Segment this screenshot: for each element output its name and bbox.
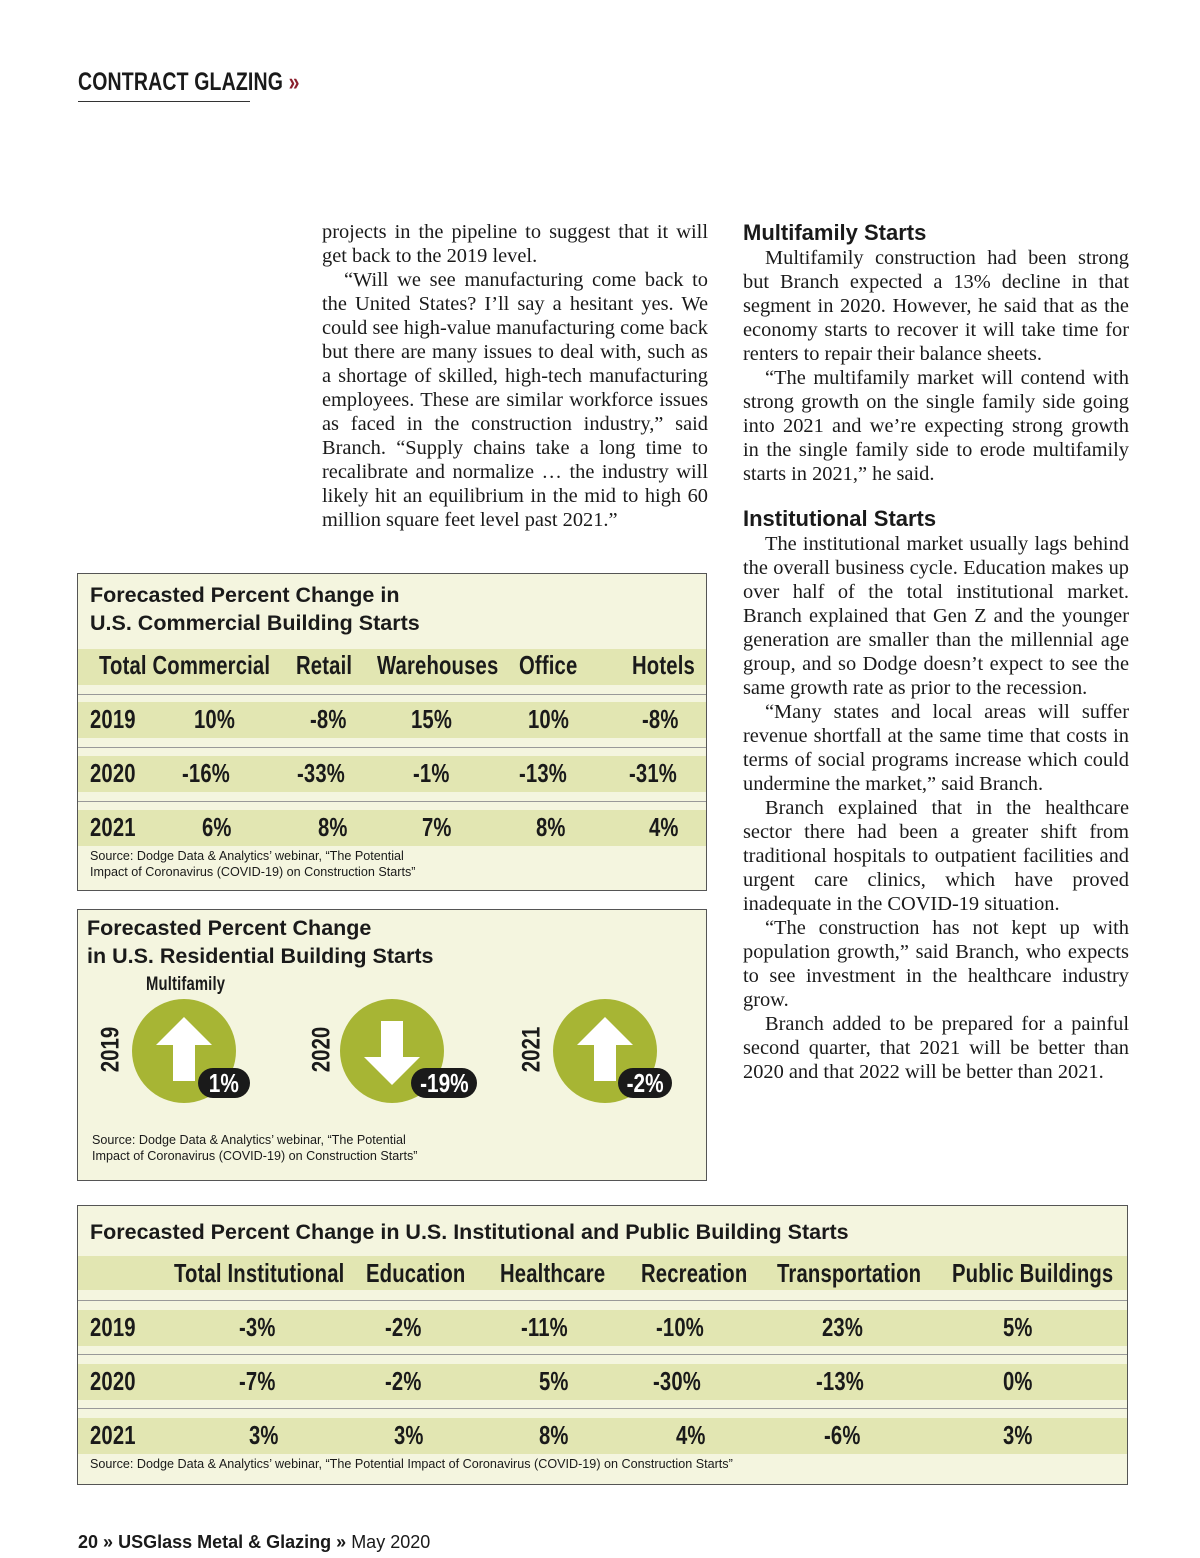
subheading-institutional: Institutional Starts	[743, 506, 937, 531]
multifamily-label: Multifamily	[146, 974, 226, 995]
table-cell: -8%	[642, 704, 679, 734]
table-cell: 3%	[249, 1420, 279, 1450]
column-header: Transportation	[777, 1258, 922, 1288]
table-cell: 6%	[202, 812, 232, 842]
table-cell: 8%	[539, 1420, 569, 1450]
title-line: Forecasted Percent Change in	[90, 583, 400, 607]
paragraph: Branch explained that in the healthcare sector there had been a greater shift from traditional hospitals to outpatient facilities and urgent care clinics, which have proved inadequate in the COVID-19 situation.	[743, 797, 1129, 915]
row-band	[78, 1418, 1127, 1454]
column-header: Retail	[296, 650, 353, 680]
source-line: Source: Dodge Data & Analytics’ webinar, “The Potential	[92, 1133, 406, 1147]
institutional-starts-table	[77, 1205, 1128, 1485]
table-cell: 5%	[1003, 1312, 1033, 1342]
table-cell: -16%	[182, 758, 230, 788]
title-line: U.S. Commercial Building Starts	[90, 611, 420, 635]
article-column-middle	[322, 220, 708, 532]
table-cell: 5%	[539, 1366, 569, 1396]
table-cell: 3%	[1003, 1420, 1033, 1450]
table-cell: -30%	[653, 1366, 701, 1396]
table-cell: 4%	[649, 812, 679, 842]
divider	[78, 747, 706, 748]
value-badge	[198, 1068, 250, 1098]
paragraph: “Will we see manufacturing come back to the United States? I’ll say a hesitant yes. We could see high-value manufacturing come back but there are many issues to deal with, such as a shortage of skilled, high-tech manufacturing employees. These are similar workforce issues as faced in the construction industry,” said Branch. “Supply chains take a long time to recalibrate and normalize … the industry will likely hit an equilibrium in the mid to high 60 million square feet level past 2021.”	[322, 269, 708, 531]
table-cell: 23%	[822, 1312, 864, 1342]
column-header: Hotels	[632, 650, 695, 680]
chevron-right-icon: »	[288, 68, 300, 96]
page-footer	[78, 1532, 430, 1553]
section-label	[78, 68, 300, 97]
paragraph: projects in the pipeline to suggest that it will get back to the 2019 level.	[322, 221, 708, 267]
table-cell: -2%	[385, 1366, 422, 1396]
divider	[78, 1408, 1127, 1409]
table-cell: -2%	[385, 1312, 422, 1342]
table-cell: 4%	[676, 1420, 706, 1450]
table-cell: -11%	[521, 1312, 568, 1342]
row-band	[78, 810, 706, 846]
column-header: Recreation	[641, 1258, 748, 1288]
table-cell: -3%	[239, 1312, 276, 1342]
magazine-name: USGlass Metal & Glazing	[118, 1532, 332, 1552]
table-cell: 3%	[394, 1420, 424, 1450]
badge-value: 1%	[208, 1068, 240, 1098]
table-cell: -1%	[413, 758, 450, 788]
row-band	[78, 1364, 1127, 1400]
paragraph: Multifamily construction had been strong but Branch expected a 13% decline in that segment in 2020. However, he said that as the economy starts to recover it will take time for renters to repair their balance sheets.	[743, 247, 1129, 365]
table-cell: 8%	[318, 812, 348, 842]
page-number: 20	[78, 1532, 99, 1552]
row-year: 2020	[90, 758, 136, 788]
chevron-right-icon: »	[336, 1532, 347, 1552]
row-band	[78, 702, 706, 738]
commercial-starts-table	[77, 573, 707, 891]
subheading-multifamily: Multifamily Starts	[743, 220, 927, 245]
table-cell: -31%	[629, 758, 677, 788]
source-note: Source: Dodge Data & Analytics’ webinar, “The Potential Impact of Coronavirus (COVID-19) on Construction Starts”	[90, 1457, 733, 1471]
column-header: Warehouses	[377, 650, 499, 680]
year-label: 2021	[517, 1026, 546, 1073]
table-cell: 10%	[528, 704, 570, 734]
column-header: Office	[519, 650, 578, 680]
paragraph: “The multifamily market will contend with strong growth on the single family side going into 2021 and we’re expecting strong growth in the single family side to erode multifamily starts in 2021,” he said.	[743, 367, 1129, 485]
table-cell: 7%	[422, 812, 452, 842]
table-cell: 10%	[194, 704, 236, 734]
table-cell: -13%	[519, 758, 567, 788]
table-cell: -13%	[816, 1366, 864, 1396]
chevron-right-icon: »	[103, 1532, 114, 1552]
column-header: Total Institutional	[174, 1258, 345, 1288]
source-line: Impact of Coronavirus (COVID-19) on Construction Starts”	[90, 865, 416, 879]
badge-value: -19%	[419, 1068, 469, 1098]
divider	[78, 694, 706, 695]
divider	[78, 1300, 1127, 1301]
paragraph: Branch added to be prepared for a painful second quarter, that 2021 will be better than 2020 and that 2022 will be better than 2021.	[743, 1013, 1129, 1083]
issue-date: May 2020	[351, 1532, 431, 1552]
row-year: 2021	[90, 812, 136, 842]
value-badge	[618, 1068, 672, 1098]
row-year: 2019	[90, 1312, 136, 1342]
title-line: Forecasted Percent Change	[87, 916, 372, 940]
row-year: 2020	[90, 1366, 136, 1396]
source-note	[92, 1132, 417, 1164]
section-underline	[78, 101, 250, 102]
table-title: Forecasted Percent Change in U.S. Institutional and Public Building Starts	[90, 1220, 849, 1244]
row-band	[78, 756, 706, 792]
table-cell: -33%	[297, 758, 345, 788]
table-cell: 15%	[411, 704, 453, 734]
table-cell: -10%	[656, 1312, 704, 1342]
table-cell: 8%	[536, 812, 566, 842]
divider	[78, 801, 706, 802]
column-header: Total Commercial	[99, 650, 271, 680]
badge-value: -2%	[626, 1068, 664, 1098]
divider	[78, 1354, 1127, 1355]
section-title: CONTRACT GLAZING	[78, 68, 284, 96]
article-column-right	[743, 220, 1129, 1084]
column-header: Education	[366, 1258, 466, 1288]
title-line: in U.S. Residential Building Starts	[87, 944, 434, 968]
row-band	[78, 1310, 1127, 1346]
source-line: Impact of Coronavirus (COVID-19) on Construction Starts”	[92, 1149, 418, 1163]
table-cell: -8%	[310, 704, 347, 734]
residential-starts-graphic	[77, 909, 707, 1181]
row-year: 2019	[90, 704, 136, 734]
source-note	[90, 848, 415, 880]
source-line: Source: Dodge Data & Analytics’ webinar, “The Potential	[90, 849, 404, 863]
table-title	[90, 581, 420, 637]
column-header: Healthcare	[500, 1258, 606, 1288]
year-label: 2019	[96, 1026, 125, 1073]
graphic-title	[87, 914, 433, 970]
column-header: Public Buildings	[952, 1258, 1114, 1288]
table-cell: -7%	[239, 1366, 276, 1396]
value-badge	[411, 1068, 477, 1098]
paragraph: The institutional market usually lags behind the overall business cycle. Education makes up over half of the total institutional market. Branch explained that Gen Z and the younger generation are smaller than the millennial age group, and so Dodge doesn’t expect to see the same growth rate as prior to the recession.	[743, 533, 1129, 699]
table-cell: 0%	[1003, 1366, 1033, 1396]
paragraph: “The construction has not kept up with population growth,” said Branch, who expects to see investment in the healthcare industry grow.	[743, 917, 1129, 1011]
table-cell: -6%	[824, 1420, 861, 1450]
year-label: 2020	[307, 1026, 336, 1073]
row-year: 2021	[90, 1420, 136, 1450]
paragraph: “Many states and local areas will suffer revenue shortfall at the same time that costs in terms of social programs increase which could undermine the market,” said Branch.	[743, 701, 1129, 795]
